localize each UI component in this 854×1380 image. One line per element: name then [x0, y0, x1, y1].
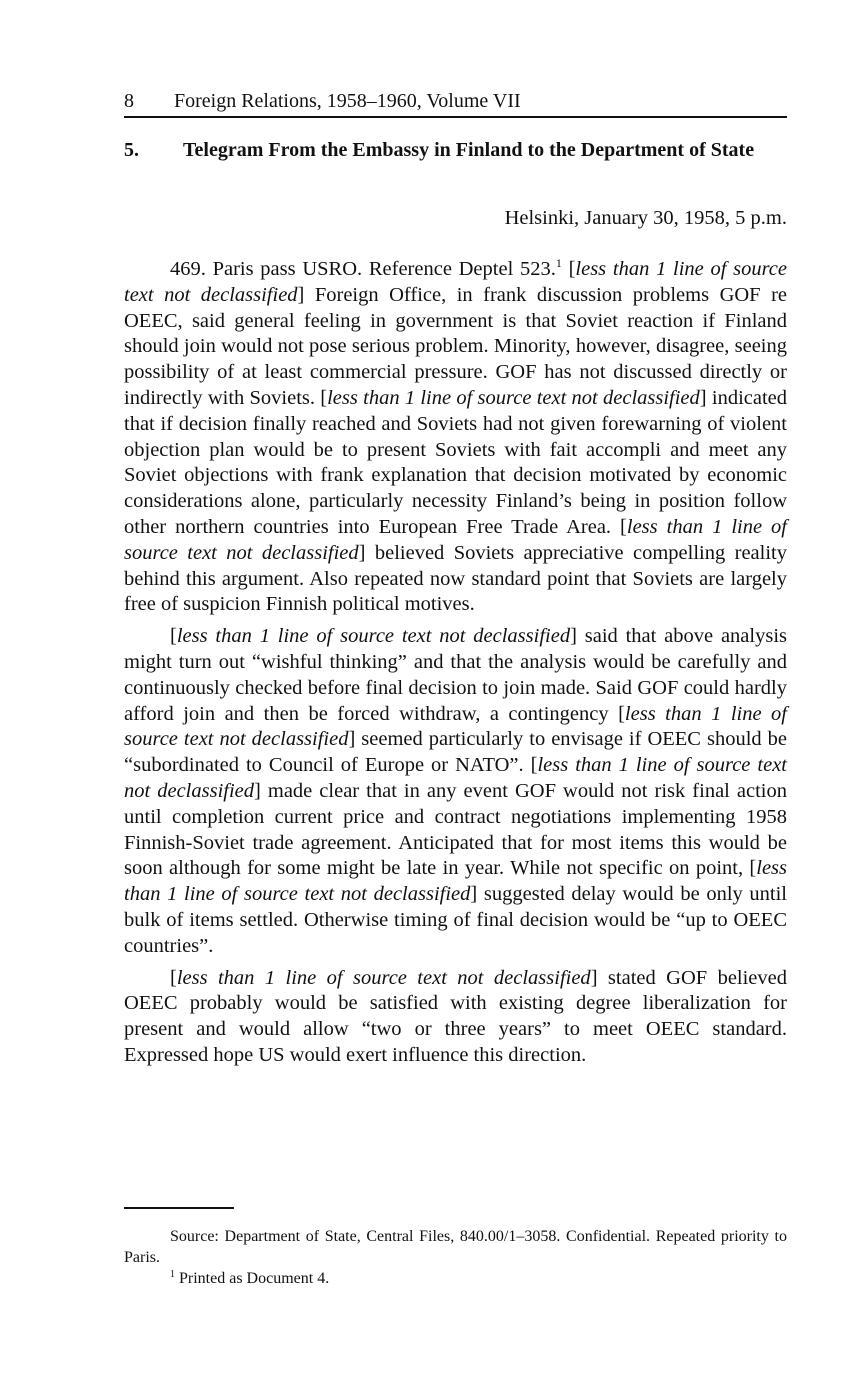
document-number: 5. — [124, 139, 139, 161]
text-run: ] believed Soviets appreciative compelling reality behind this argument. Also repeated now standard point that Soviets are largely free of suspicion Finnish political motives. — [124, 541, 787, 616]
text-run: 469. Paris pass USRO. Reference Deptel 523. — [170, 258, 556, 280]
text-run: ] Foreign Office, in frank discussion problems GOF re OEEC, said general feeling in government is that Soviet reaction if Finland should join would not pose serious problem. Minority, however, disagree, seeing possibility of at least commercial pressure. GOF has not discussed directly or indirectly with Soviets. [ — [124, 283, 787, 409]
paragraph-2 — [124, 624, 787, 959]
editorial-note: less than 1 line of source text not declassified — [176, 966, 591, 989]
dateline: Helsinki, January 30, 1958, 5 p.m. — [504, 207, 787, 229]
editorial-note: less than 1 line of source text not declassified — [176, 625, 571, 648]
text-run: [ — [170, 966, 177, 989]
footnote-divider — [124, 1207, 234, 1209]
text-run: [ — [170, 625, 177, 648]
text-run: ] seemed particularly to envisage if OEEC should be “subordinated to Council of Europe or NATO”. [ — [124, 728, 787, 777]
footnotes — [124, 1226, 787, 1289]
text-run: ] made clear that in any event GOF would not risk final action until completion current price and contract negotiations implementing 1958 Finnish-Soviet trade agreement. Anticipated that for most items this would be soon although for some might be late in year. While not specific on point, [ — [124, 779, 787, 880]
document-heading — [124, 138, 787, 163]
page-content — [124, 88, 787, 1075]
editorial-note: less than 1 line of source text not declassified — [124, 258, 787, 306]
editorial-note: less than 1 line of source text not declassified — [124, 857, 787, 906]
running-head — [124, 88, 787, 118]
footnote-ref-1[interactable]: 1 — [555, 256, 562, 270]
footnote-1 — [124, 1268, 787, 1289]
editorial-note: less than 1 line of source text not declassified — [327, 386, 700, 409]
text-run: ] indicated that if decision finally reached and Soviets had not given forewarning of violent objection plan would be to present Soviets with fait accompli and meet any Soviet objections with frank explanation that decision motivated by economic considerations alone, particularly necessity Finland’s being in position follow other northern countries into European Free Trade Area. [ — [124, 386, 788, 538]
telegram-body — [124, 257, 787, 1069]
paragraph-1 — [124, 257, 787, 618]
text-run: [ — [561, 258, 576, 280]
editorial-note: less than 1 line of source text not declassified — [124, 754, 787, 802]
document-title: Telegram From the Embassy in Finland to the Department of State — [183, 139, 755, 161]
text-run: ] said that above analysis might turn out “wishful thinking” and that the analysis would be carefully and continuously checked before final decision to join made. Said GOF could hardly afford join and then be forced withdraw, a contingency [ — [124, 625, 787, 725]
editorial-note: less than 1 line of source text not declassified — [124, 702, 788, 751]
text-run: ] stated GOF believed OEEC probably would be satisfied with existing degree liberalization for present and would allow “two or three years” to meet OEEC standard. Expressed hope US would exert influence this direction. — [124, 966, 788, 1066]
running-title: Foreign Relations, 1958–1960, Volume VII — [174, 90, 521, 112]
text-run: ] suggested delay would be only until bulk of items settled. Otherwise timing of final decision would be “up to OEEC countries”. — [124, 883, 788, 957]
paragraph-3 — [124, 966, 787, 1069]
editorial-note: less than 1 line of source text not declassified — [124, 515, 787, 564]
footnote-1-marker: 1 — [170, 1269, 175, 1280]
footnote-1-text: Printed as Document 4. — [175, 1270, 330, 1287]
page-number: 8 — [124, 90, 134, 112]
source-note: Source: Department of State, Central Files, 840.00/1–3058. Confidential. Repeated priority to Paris. — [124, 1228, 787, 1266]
